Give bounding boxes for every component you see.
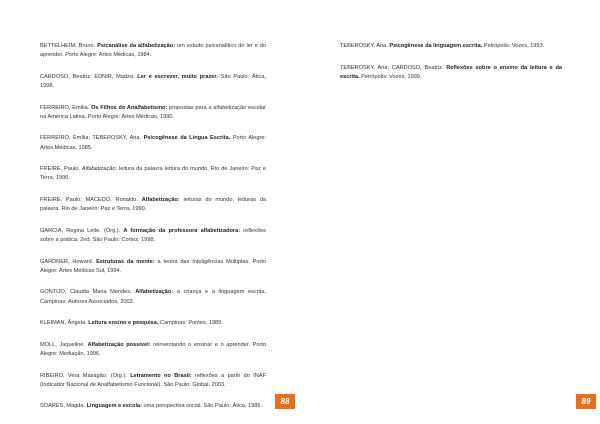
reference-entry: [40, 73, 266, 91]
reference-title: Leitura ensino e pesquisa.: [88, 320, 159, 327]
reference-authors: FREIRE, Paulo; MACEDO, Ronaldo.: [40, 196, 142, 203]
reference-list: [340, 42, 562, 94]
reference-details: leituras do mundo, leituras da palavra. Rio de Janeiro: Paz e Terra, 1990.: [40, 196, 266, 213]
reference-authors: BETTELHEIM, Bruno.: [40, 43, 98, 49]
reference-entry: [40, 319, 266, 328]
reference-authors: FERREIRO, Emília; TEBEROSKY, Ana.: [40, 135, 144, 142]
reference-details: a teoria das Inteligências Múltiplas. Porto Alegre: Artes Médicas Sul, 1994.: [40, 258, 266, 274]
reference-entry: [40, 104, 266, 122]
reference-title: A formação da professora alfabetizadora:: [123, 227, 241, 234]
reference-title: Ler e escrever, muito prazer.: [137, 73, 218, 80]
reference-details: propostas para a alfabetização escolar na América Latina. Porto Alegre: Artes Médicas, 1990.: [40, 104, 266, 120]
reference-title: Alfabetização:: [135, 289, 174, 296]
reference-authors: TEBEROSKY, Ana; CARDOSO, Beatriz.: [340, 64, 447, 71]
reference-details: : leitura da palavra leitura do mundo. Rio de Janeiro: Paz e Terra, 1990.: [40, 166, 266, 182]
page-number: 88: [275, 394, 295, 409]
reference-authors: MOLL, Jaqueline.: [40, 341, 88, 348]
reference-details: Porto Alegre: Artes Médicas, 1985.: [40, 135, 266, 151]
reference-entry: [40, 288, 266, 306]
reference-details: um estudo psicanalítico do ler e do aprender. Porto Alegre: Artes Médicas, 1984.: [40, 43, 267, 59]
reference-details: Campinas: Pontes, 1989.: [158, 320, 223, 327]
reference-authors: RIBEIRO, Vera Masagão. (Org.).: [40, 372, 131, 379]
reference-entry: [340, 64, 562, 82]
reference-authors: FERREIRO, Emília.: [40, 104, 92, 111]
reference-entry: [40, 341, 266, 359]
reference-details: reflexões sobre a prática. 2ed. São Paulo: Cortez, 1998.: [40, 227, 266, 243]
reference-entry: [340, 42, 562, 51]
reference-authors: FREIRE, Paulo.: [40, 166, 82, 173]
reference-details: Petrópolis: Vozes, 1999.: [359, 73, 422, 80]
reference-details: São Paulo: Ática, 1998.: [40, 73, 266, 89]
page-number: 89: [576, 394, 596, 409]
reference-title: Alfabetização:: [141, 196, 180, 203]
reference-entry: [40, 258, 266, 276]
reference-details: Petrópolis: Vozes, 1993.: [482, 43, 545, 49]
reference-authors: SOARES, Magda.: [40, 403, 87, 410]
reference-title: Os Filhos do Analfabetismo:: [91, 104, 168, 111]
reference-title: Reflexões sobre o ensino da leitura e da escrita.: [340, 64, 562, 80]
reference-list: [40, 42, 266, 424]
reference-title: Alfabetização: [81, 166, 116, 173]
right-page: [300, 0, 600, 424]
reference-entry: [40, 196, 266, 214]
reference-entry: [40, 134, 266, 152]
reference-details: a criança e a linguagem escrita. Campinas: Autores Associados, 2003.: [40, 289, 267, 305]
reference-title: Psicogênese da linguagem escrita.: [389, 43, 483, 49]
reference-title: Alfabetização possível:: [87, 341, 151, 348]
reference-authors: GARCIA, Regina Leite. (Org.).: [40, 227, 124, 234]
reference-authors: CARDOSO, Beatriz; EDNIR, Madza.: [40, 73, 138, 80]
reference-entry: [40, 372, 266, 390]
reference-authors: GARDNER, Howard.: [40, 258, 97, 265]
reference-title: Estruturas da mente:: [96, 258, 155, 265]
reference-title: Psicanálise da alfabetização:: [97, 43, 176, 49]
reference-authors: KLEIMAN, Ângela.: [40, 320, 89, 327]
reference-details: reflexões a partir do INAF (Indicador Nacional de Analfabetismo Funcional). São Paulo: Global, 2003.: [40, 372, 266, 388]
reference-authors: GONTIJO, Cláudia Maria Mendes.: [40, 289, 136, 296]
reference-entry: [40, 402, 266, 411]
reference-title: Psicogênese da Língua Escrita.: [143, 135, 231, 142]
reference-authors: TEBEROSKY, Ana.: [340, 43, 390, 49]
reference-details: reinventando o ensinar e o aprender. Porto Alegre: Mediação, 1996.: [40, 341, 266, 357]
reference-entry: [40, 227, 266, 245]
reference-entry: [40, 42, 266, 60]
reference-details: uma perspectiva social. São Paulo: Ática, 1986.: [141, 403, 263, 410]
reference-title: Letramento no Brasil:: [130, 372, 192, 379]
reference-title: Linguagem e escola:: [86, 403, 142, 410]
reference-entry: [40, 165, 266, 183]
